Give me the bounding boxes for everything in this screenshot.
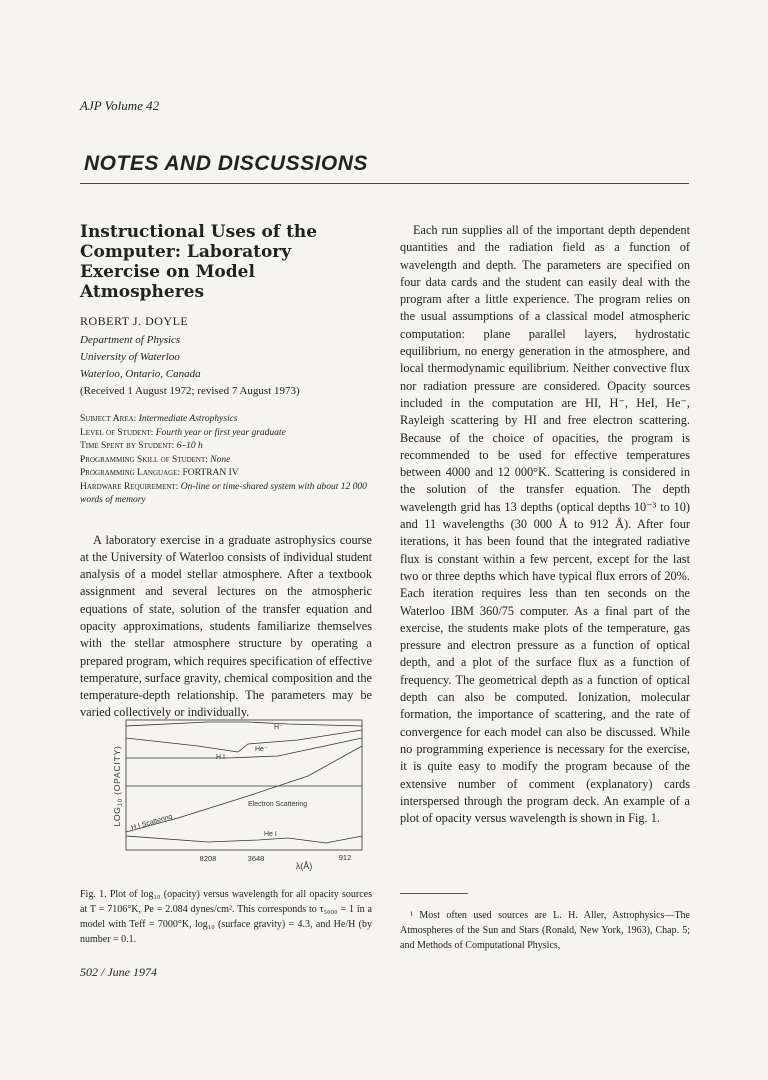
meta-hardware: Hardware Requirement: On-line or time-shared system with about 12 000 words of memory [80, 481, 367, 505]
intro-paragraph: A laboratory exercise in a graduate astrophysics course at the University of Waterloo consists of individual student analysis of a model stellar atmosphere. After a textbook assignment and several lectures on the atmospheric equations of state, solution of the transfer equation and opacity approximations, students familiarize themselves with the stellar atmosphere structure by operating a prepared program, which requires specification of effective temperature, surface gravity, chemical composition and the temperature-depth relationship. The parameters may be varied collectively or individually. [80, 532, 372, 720]
meta-language: Programming Language: FORTRAN IV [80, 468, 239, 478]
affiliation-location: Waterloo, Ontario, Canada [80, 368, 201, 380]
running-head: AJP Volume 42 [80, 98, 160, 113]
opacity-figure [88, 718, 378, 878]
series-line-he-i [126, 836, 362, 843]
affiliation-university: University of Waterloo [80, 351, 180, 363]
series-label-h-i-scattering: H I Scattering [130, 813, 174, 832]
footnote-rule [400, 893, 468, 894]
series-line-h-minus [126, 722, 362, 726]
page-footer: 502 / June 1974 [80, 965, 157, 979]
section-title: NOTES AND DISCUSSIONS [84, 152, 368, 175]
meta-level: Level of Student: Fourth year or first year graduate [80, 427, 286, 438]
article-title: Instructional Uses of the Computer: Laboratory Exercise on Model Atmospheres [80, 222, 318, 302]
received-dates: (Received 1 August 1972; revised 7 August 1973) [80, 385, 300, 397]
series-label-h-minus: H⁻ [274, 724, 283, 731]
series-label-he-i: He I [264, 831, 277, 838]
plot-frame [126, 720, 362, 850]
y-axis-label: $LOG_{10}$ (OPACITY) [112, 745, 124, 827]
x-tick-912: 912 [338, 853, 352, 862]
title-rule [80, 183, 689, 184]
meta-programming-skill: Programming Skill of Student: None [80, 454, 231, 465]
affiliation-department: Department of Physics [80, 334, 181, 346]
left-column [80, 222, 372, 722]
meta-time-spent: Time Spent by Student: 6–10 h [80, 441, 203, 451]
body-paragraph: Each run supplies all of the important depth dependent quantities and the radiation field as a function of wavelength and depth. The parameters are specified on four data cards and the student can easily deal with the program after a little experience. The program relies on the usual assumptions of a classical model atmospheric computation: plane parallel layers, hydrostatic equilibrium, no energy generation in the atmosphere, and local thermodynamic equilibrium. Neither convective flux nor radiation pressure are considered. Opacity sources included in the computation are HI, H⁻, HeI, He⁻, Rayleigh scattering by HI and free electron scattering. Because of the choice of opacities, the program is recommended to be used for effective temperatures between 4000 and 12 000°K. Scattering is considered in the solution of the transfer equation. The depth wavelength grid has 13 depths (optical depths 10⁻³ to 10) and 11 wavelengths (30 000 Å to 912 Å). After four iterations, it has been found that the integrated radiative flux is constant within a few percent, except for the last two or three depths which have typical flux errors of 20%. Each iteration requires less than ten seconds on the Waterloo IBM 360/75 computer. As a final part of the exercise, the students make plots of the temperature, gas pressure and electron pressure as a function of optical depth, and a plot of the surface flux as a function of frequency. The geometrical depth as a function of optical depth can also be computed. Ionization, molecular formation, the importance of scattering, and the rate of convergence for each model can also be discussed. While no programming experience is necessary for the exercise, it is quite easy to modify the program because of the extensive number of comment (explanatory) cards interspersed through the program deck. An example of a plot of opacity versus wavelength is shown in Fig. 1. [400, 223, 690, 826]
meta-subject-area: Subject Area: Intermediate Astrophysics [80, 414, 238, 424]
x-tick-8208: 8208 [199, 854, 217, 863]
footnote: ¹ Most often used sources are L. H. Aller, Astrophysics—The Atmospheres of the Sun and Stars (Ronald, New York, 1963), Chap. 5; and Methods of Computational Physics, [400, 910, 690, 951]
course-metadata [80, 413, 372, 508]
x-axis-label: λ(Å) [295, 861, 313, 871]
x-tick-3648: 3648 [247, 854, 265, 863]
series-label-he-minus: He⁻ [255, 746, 268, 753]
affiliation [80, 332, 372, 400]
figure-caption: Fig. 1. Plot of log₁₀ (opacity) versus wavelength for all opacity sources at T = 7106°K, Pe = 2.084 dynes/cm². This corresponds to τ₅₀₀₀ = 1 in a model with Teff = 7000°K, log₁₀ (surface gravity) = 4.3, and He/H (by number = 0.1. [80, 889, 372, 945]
series-label-h-i: H I [216, 754, 225, 761]
series-line-he-minus [126, 738, 362, 758]
series-label-electron-scattering: Electron Scattering [248, 801, 308, 808]
series-line-h-i [126, 730, 362, 752]
author: ROBERT J. DOYLE [80, 314, 189, 328]
right-column [400, 222, 690, 827]
